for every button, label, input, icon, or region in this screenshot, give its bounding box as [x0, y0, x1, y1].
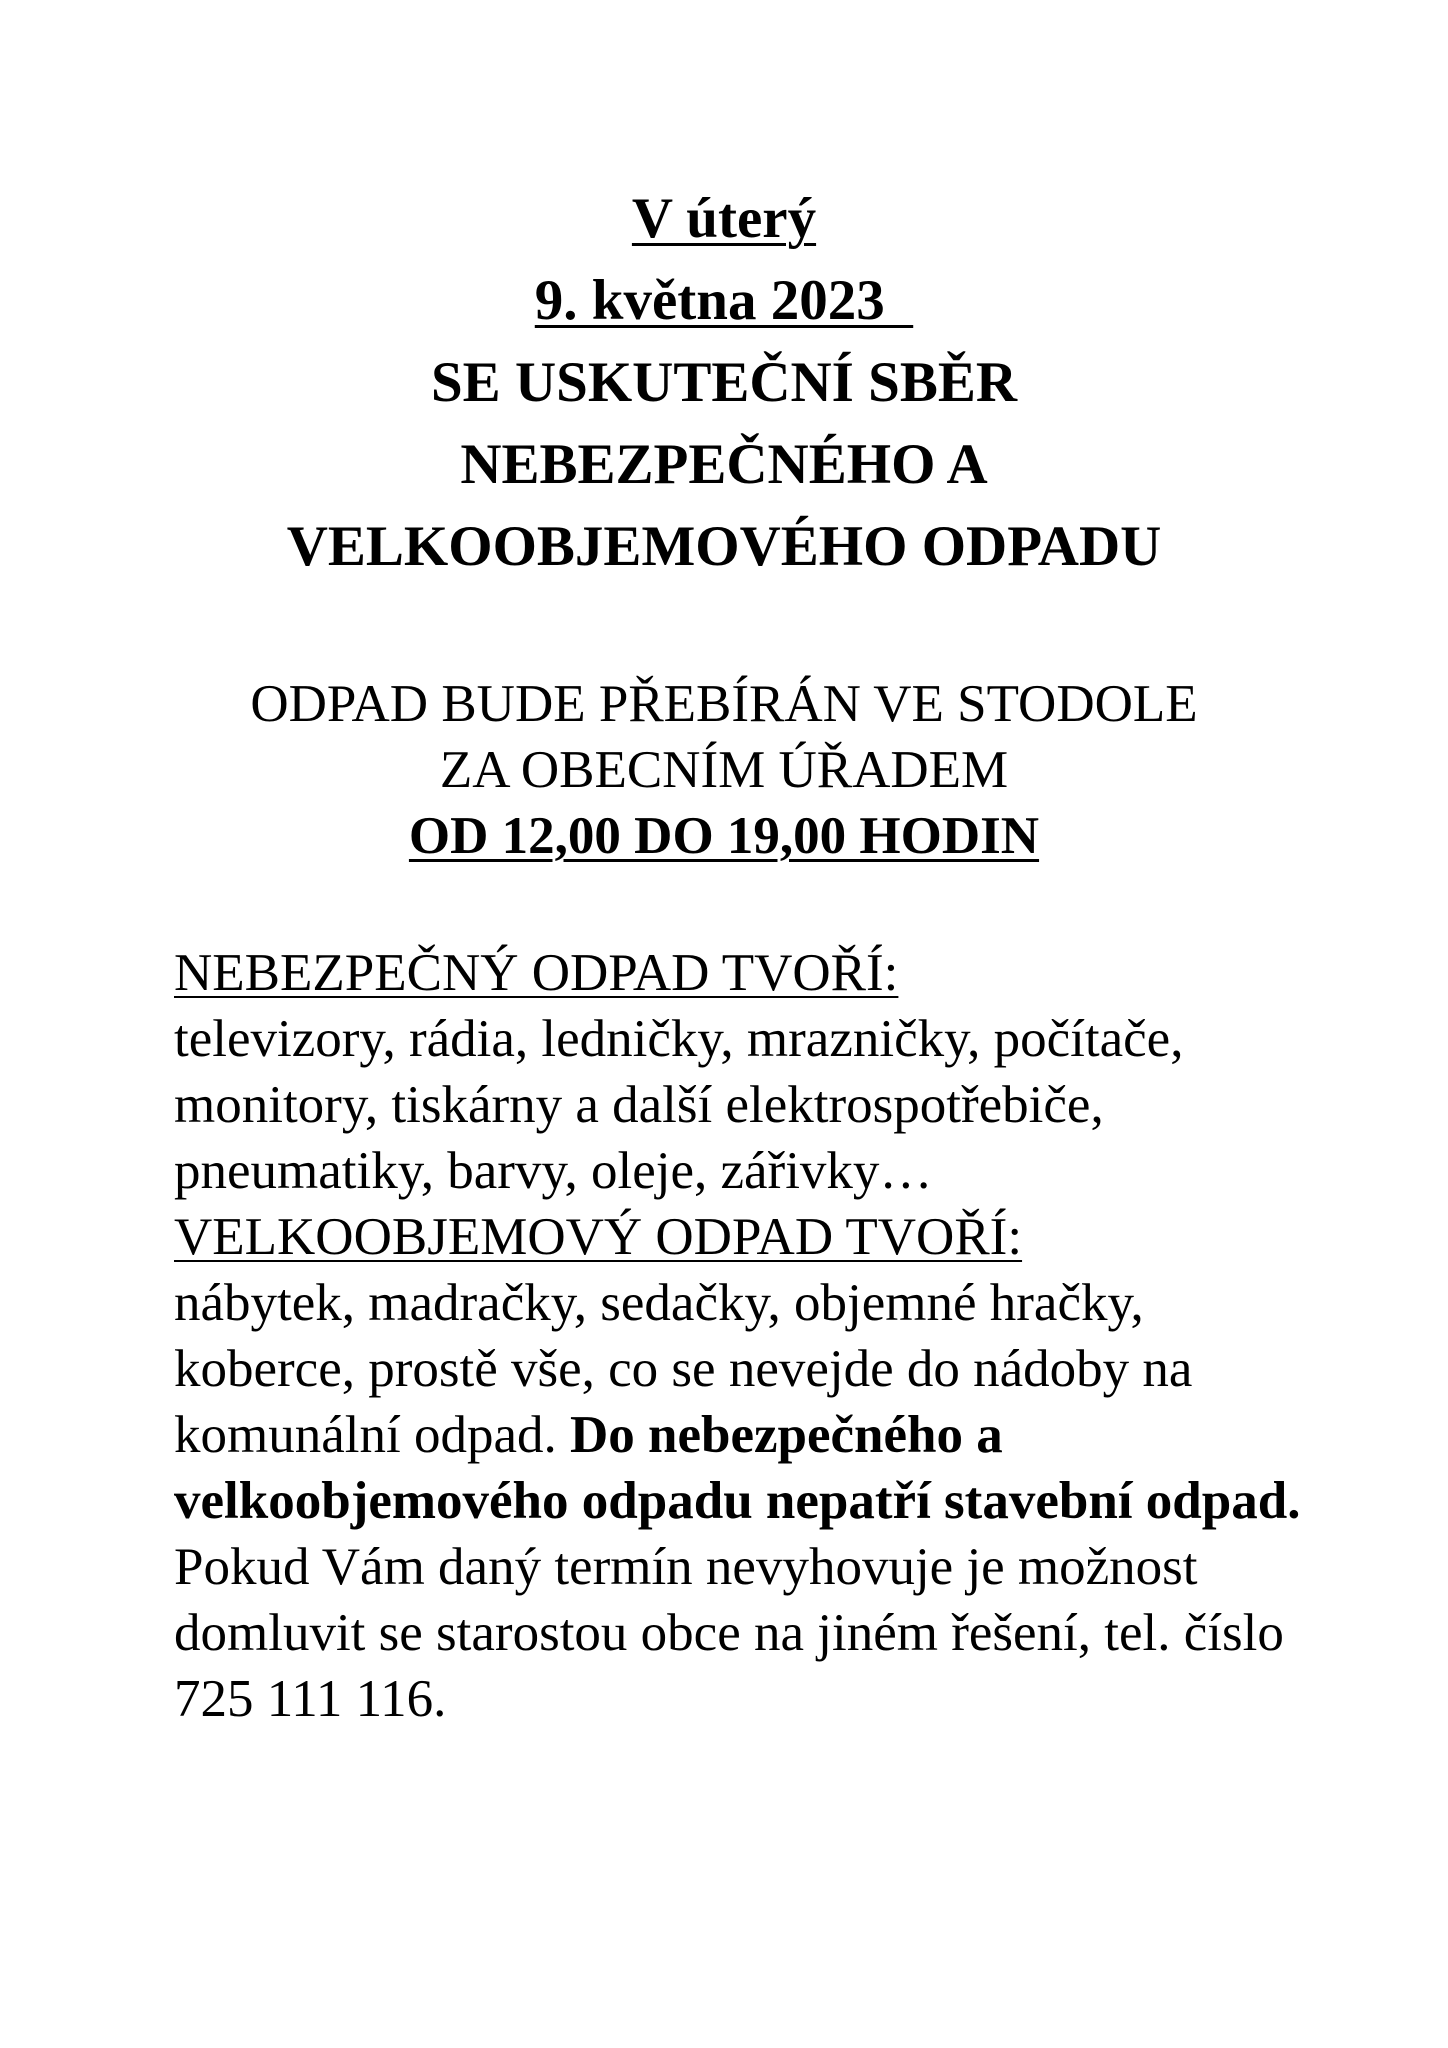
construction-waste-warning: Do nebezpečného a velkoobjemového odpadu nepatří stavební odpad. — [174, 1406, 1301, 1530]
title-line-2: NEBEZPEČNÉHO A — [460, 433, 988, 496]
location-line-2: ZA OBECNÍM ÚŘADEM — [439, 741, 1009, 799]
day-line: V úterý — [631, 187, 817, 250]
location-block — [0, 671, 1448, 869]
location-line-1: ODPAD BUDE PŘEBÍRÁN VE STODOLE — [250, 675, 1198, 733]
title-line-1: SE USKUTEČNÍ SBĚR — [430, 351, 1018, 414]
hazardous-section — [174, 940, 1304, 1204]
notice-body — [174, 940, 1304, 1732]
opening-hours: OD 12,00 DO 19,00 HODIN — [408, 807, 1040, 865]
notice-header — [0, 178, 1448, 588]
bulky-heading: VELKOOBJEMOVÝ ODPAD TVOŘÍ: — [174, 1208, 1023, 1266]
contact-section — [174, 1534, 1304, 1732]
contact-text: Pokud Vám daný termín nevyhovuje je možnost domluvit se starostou obce na jiném řešení, tel. číslo 725 111 116. — [174, 1538, 1284, 1728]
date-line: 9. května 2023 — [534, 269, 914, 332]
hazardous-heading: NEBEZPEČNÝ ODPAD TVOŘÍ: — [174, 944, 899, 1002]
hazardous-text: televizory, rádia, ledničky, mrazničky, počítače, monitory, tiskárny a další elektrospotřebiče, pneumatiky, barvy, oleje, zářivky… — [174, 1010, 1184, 1200]
bulky-section — [174, 1204, 1304, 1534]
title-line-3: VELKOOBJEMOVÉHO ODPADU — [286, 515, 1162, 578]
bulky-text: nábytek, madračky, sedačky, objemné hračky, koberce, prostě vše, co se nevejde do nádoby na komunální odpad. — [174, 1274, 1193, 1464]
